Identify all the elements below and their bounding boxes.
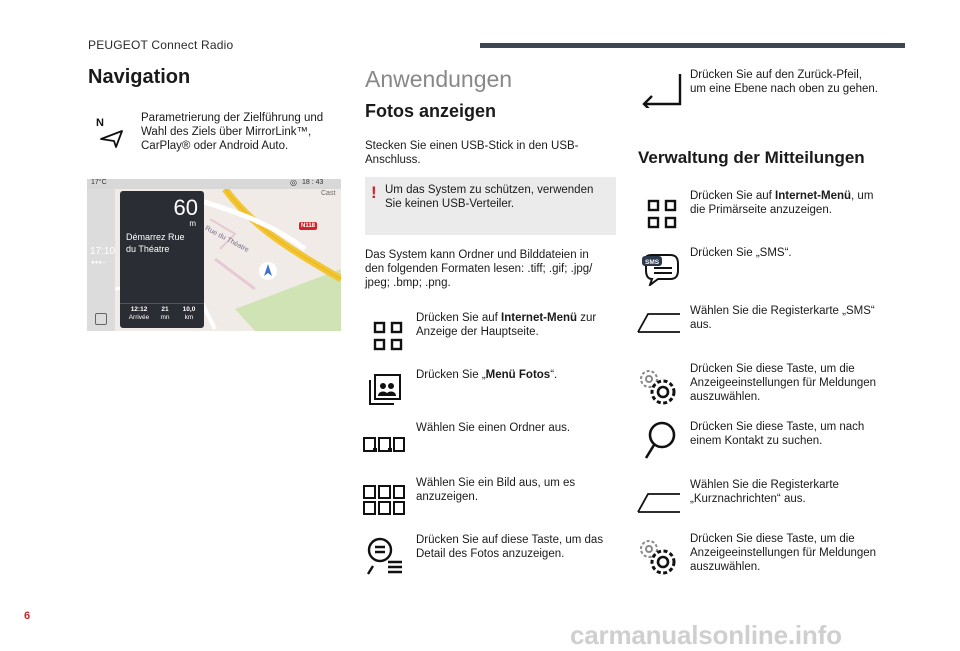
tab-icon (636, 490, 682, 514)
fotos-step-1: Drücken Sie auf Internet-Menü zur Anzeige der Hauptseite. (416, 312, 597, 338)
mitteilungen-step-3: Wählen Sie die Registerkarte „SMS“ aus. (690, 305, 875, 331)
warning-mark: ! (371, 183, 377, 202)
mitteilungen-step-7: Drücken Sie diese Taste, um die Anzeigeeinstellungen für Meldungen auszuwählen. (690, 533, 877, 573)
guidance-instruction: Démarrez Rue du Théatre (126, 232, 185, 254)
arrival-info: 12:12 Arrivée (128, 306, 150, 321)
card-divider (120, 303, 204, 304)
mitteilungen-heading: Verwaltung der Mitteilungen (638, 148, 865, 167)
warning-text: Um das System zu schützen, verwenden Sie keinen USB-Verteiler. (385, 184, 594, 210)
distance-value: 60 (173, 195, 198, 220)
anwendungen-heading: Anwendungen (365, 66, 513, 92)
location-icon: ◎ (290, 178, 297, 187)
navigation-heading: Navigation (88, 66, 191, 88)
navigation-arrow-icon (95, 115, 125, 149)
document-header-title: PEUGEOT Connect Radio (88, 38, 234, 52)
tab-icon (636, 310, 682, 334)
mitteilungen-step-1: Drücken Sie auf Internet-Menü, um die Primärseite anzuzeigen. (690, 190, 874, 216)
home-button[interactable] (95, 313, 107, 325)
settings-gears-icon (638, 538, 680, 578)
street-label: Rue du Théatre (203, 225, 250, 254)
screen-clock: 17:10 (90, 246, 116, 257)
sms-badge-text: SMS (645, 259, 660, 266)
duration-info: 21 mn (160, 306, 170, 321)
search-icon (642, 420, 678, 462)
sms-bubble-icon (640, 252, 680, 286)
screen-temperature: 17°C (91, 179, 107, 186)
screen-sidebar (87, 189, 115, 331)
fotos-intro: Stecken Sie einen USB-Stick in den USB- Anschluss. (365, 140, 579, 166)
mitteilungen-step-4: Drücken Sie diese Taste, um die Anzeigeeinstellungen für Meldungen auszuwählen. (690, 363, 877, 403)
navigation-description: Parametrierung der Zielführung und Wahl des Ziels über MirrorLink™, CarPlay® oder Android Auto. (141, 112, 324, 152)
screen-status-bar (87, 179, 341, 189)
watermark: carmanualsonline.info (570, 620, 842, 650)
svg-text:N: N (96, 117, 104, 129)
guidance-card (120, 191, 204, 328)
distance-unit: m (189, 219, 196, 228)
photos-menu-icon (368, 372, 402, 406)
warning-note (365, 177, 616, 235)
fotos-step-2: Drücken Sie „Menü Fotos“. (416, 369, 558, 381)
mitteilungen-step-5: Drücken Sie diese Taste, um nach einem Kontakt zu suchen. (690, 421, 865, 447)
road-badge: N118 (301, 223, 316, 229)
fotos-heading: Fotos anzeigen (365, 101, 497, 121)
remaining-info: 10,0 km (182, 306, 196, 321)
fotos-step-5: Drücken Sie auf diese Taste, um das Detail des Fotos anzuzeigen. (416, 534, 604, 560)
detail-magnifier-icon (366, 536, 404, 576)
back-description: Drücken Sie auf den Zurück-Pfeil, um eine Ebene nach oben zu gehen. (690, 69, 878, 95)
header-bar (480, 43, 905, 48)
fotos-step-3: Wählen Sie einen Ordner aus. (416, 422, 571, 434)
grid-menu-icon (646, 198, 678, 230)
fotos-formats: Das System kann Ordner und Bilddateien in den folgenden Formaten lesen: .tiff; .gif; .jpg/ jpeg; .bmp; .png. (365, 249, 593, 289)
navigation-screenshot (87, 179, 341, 331)
map-corner-label: Cast (321, 190, 336, 197)
image-tiles-icon (362, 484, 406, 516)
mitteilungen-step-6: Wählen Sie die Registerkarte „Kurznachrichten“ aus. (690, 479, 839, 505)
fotos-step-4: Wählen Sie ein Bild aus, um es anzuzeigen. (416, 477, 576, 503)
back-arrow-icon (640, 72, 682, 108)
screen-time-top: 18 : 43 (302, 179, 324, 186)
signal-dots-icon: ●●●○ (91, 260, 106, 266)
folder-tiles-icon (362, 435, 406, 455)
settings-gears-icon (638, 368, 680, 408)
page-number: 6 (24, 610, 31, 622)
mitteilungen-step-2: Drücken Sie „SMS“. (690, 247, 792, 259)
grid-menu-icon (372, 320, 404, 352)
